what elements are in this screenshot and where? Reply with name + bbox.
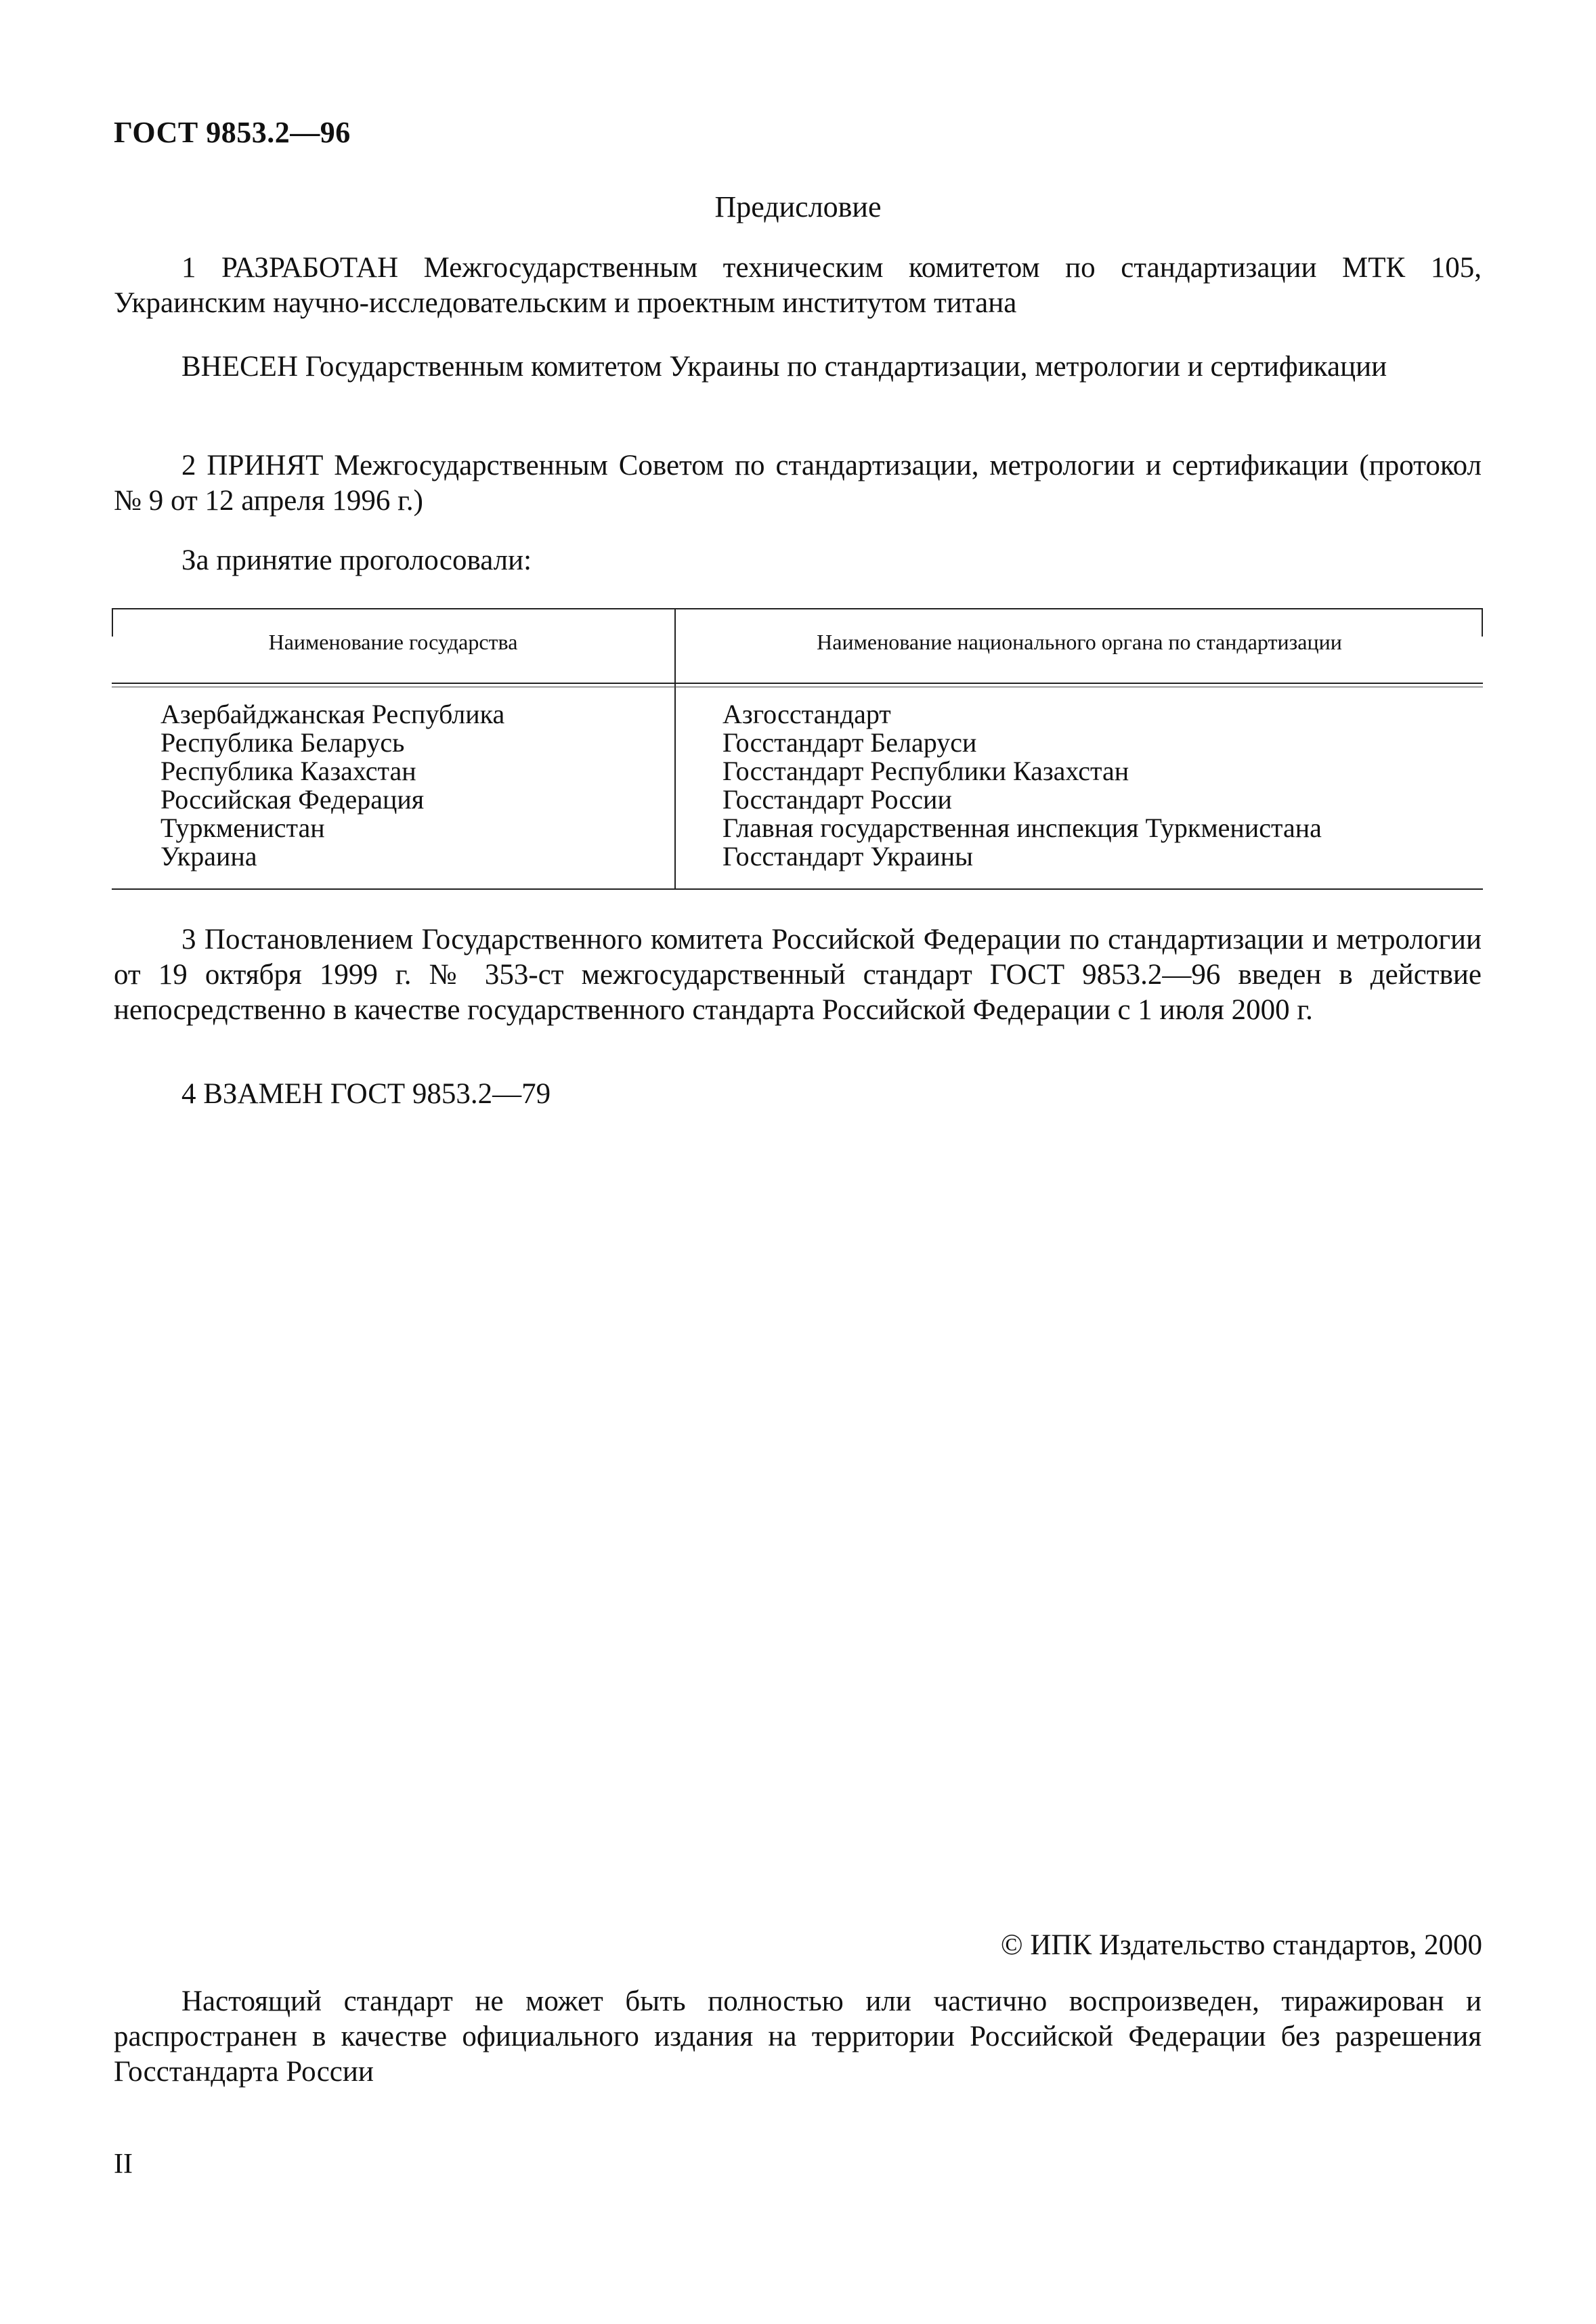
document-code: ГОСТ 9853.2—96 [114,116,351,149]
table-header-body: Наименование национального органа по стандартизации [817,630,1342,654]
table-cell-body: Азгосстандарт [722,699,891,729]
voting-intro: За принятие проголосовали: [181,544,532,576]
voting-table [112,608,1483,890]
table-cell-body: Госстандарт России [722,784,952,815]
preface-item-1: 1 РАЗРАБОТАН Межгосударственным техническим комитетом по стандартизации МТК 105, Украинским научно-исследовательским и проектным институтом титана [114,252,1482,319]
table-cell-state: Российская Федерация [160,784,425,815]
table-cell-state: Азербайджанская Республика [160,699,505,729]
preface-item-2: 2 ПРИНЯТ Межгосударственным Советом по стандартизации, метрологии и сертификации (протокол № 9 от 12 апреля 1996 г.) [114,450,1482,517]
preface-title: Предисловие [714,190,882,223]
table-header-state: Наименование государства [268,630,518,654]
table-column-states [160,700,504,871]
table-cell-body: Госстандарт Республики Казахстан [722,756,1129,786]
table-header-rule [112,683,1483,684]
table-column-bodies [722,700,1322,871]
table-cell-state: Республика Беларусь [160,727,405,758]
page-number: II [114,2149,133,2180]
table-cell-body: Госстандарт Украины [722,841,973,872]
preface-item-4: 4 ВЗАМЕН ГОСТ 9853.2—79 [181,1078,551,1110]
preface-item-introduced: ВНЕСЕН Государственным комитетом Украины по стандартизации, метрологии и сертификации [181,351,1387,383]
table-cell-body: Главная государственная инспекция Туркменистана [722,813,1322,843]
table-cell-body: Госстандарт Беларуси [722,727,977,758]
preface-item-3: 3 Постановлением Государственного комитета Российской Федерации по стандартизации и метрологии от 19 октября 1999 г. № 353-ст межгосударственный стандарт ГОСТ 9853.2—96 введен в действие непосредственно в качестве государственного стандарта Российской Федерации с 1 июля 2000 г. [114,924,1482,1026]
reproduction-notice: Настоящий стандарт не может быть полностью или частично воспроизведен, тиражирован и распространен в качестве официального издания на территории Российской Федерации без разрешения Госстандарта России [114,1985,1482,2088]
table-cell-state: Туркменистан [160,813,325,843]
table-cell-state: Украина [160,841,257,872]
copyright-line: © ИПК Издательство стандартов, 2000 [1000,1929,1482,1961]
table-cell-state: Республика Казахстан [160,756,416,786]
